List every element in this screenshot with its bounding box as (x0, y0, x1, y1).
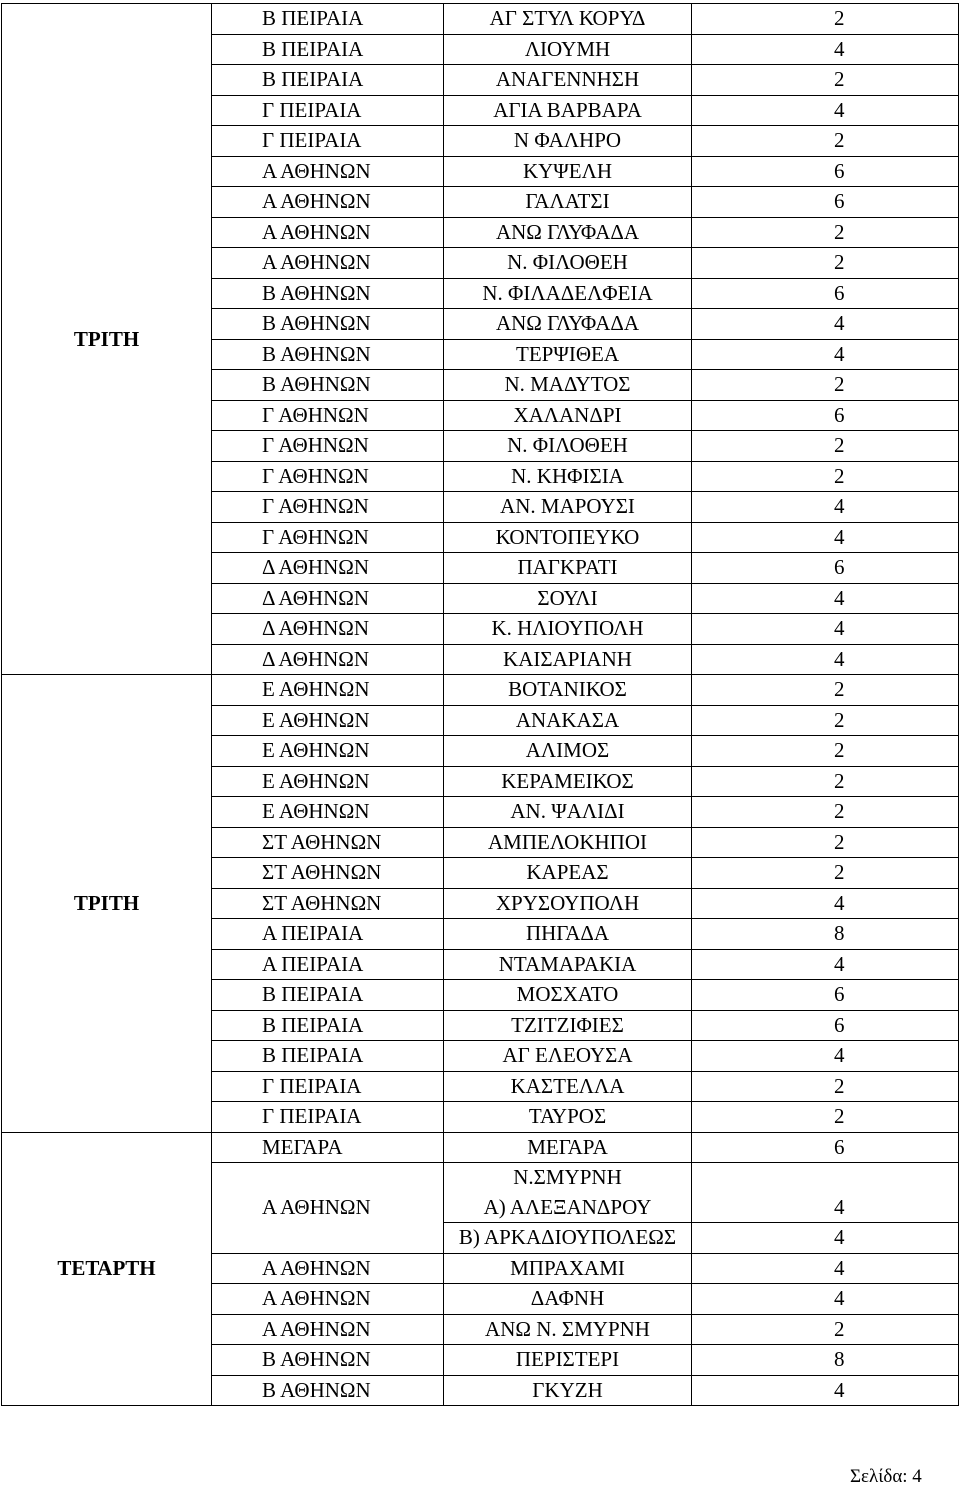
count-cell: 4 (692, 888, 959, 919)
count-cell: 4 (692, 492, 959, 523)
count-cell: 2 (692, 4, 959, 35)
area-cell: Β ΑΘΗΝΩΝ (212, 370, 444, 401)
place-cell: ΠΗΓΑΔΑ (444, 919, 692, 950)
count-cell: 8 (692, 919, 959, 950)
count-cell: 4 (692, 644, 959, 675)
place-cell: ΧΡΥΣΟΥΠΟΛΗ (444, 888, 692, 919)
area-cell: Α ΠΕΙΡΑΙΑ (212, 919, 444, 950)
place-cell: ΚΟΝΤΟΠΕΥΚΟ (444, 522, 692, 553)
count-cell: 4 (692, 34, 959, 65)
table-row (2, 675, 959, 706)
area-cell: Β ΠΕΙΡΑΙΑ (212, 4, 444, 35)
count-cell: 6 (692, 1010, 959, 1041)
area-cell: Β ΠΕΙΡΑΙΑ (212, 980, 444, 1011)
count-cell: 4 (692, 583, 959, 614)
place-cell: ΑΝ. ΨΑΛΙΔΙ (444, 797, 692, 828)
place-cell: ΣΟΥΛΙ (444, 583, 692, 614)
count-cell: 4 (692, 1375, 959, 1406)
area-cell: Α ΠΕΙΡΑΙΑ (212, 949, 444, 980)
place-cell: ΚΕΡΑΜΕΙΚΟΣ (444, 766, 692, 797)
count-cell: 4 (692, 1193, 959, 1223)
place-cell: ΓΚΥΖΗ (444, 1375, 692, 1406)
area-cell: Α ΑΘΗΝΩΝ (212, 248, 444, 279)
area-cell: Α ΑΘΗΝΩΝ (212, 1284, 444, 1315)
area-cell: Ε ΑΘΗΝΩΝ (212, 766, 444, 797)
area-cell: Γ ΠΕΙΡΑΙΑ (212, 95, 444, 126)
place-cell: ΑΝΩ Ν. ΣΜΥΡΝΗ (444, 1314, 692, 1345)
page-number: Σελίδα: 4 (850, 1466, 922, 1487)
place-cell: ΑΝΩ ΓΛΥΦΑΔΑ (444, 217, 692, 248)
place-cell: ΠΑΓΚΡΑΤΙ (444, 553, 692, 584)
table-row (2, 1132, 959, 1163)
place-cell: Ν. ΜΑΔΥΤΟΣ (444, 370, 692, 401)
area-cell: Β ΑΘΗΝΩΝ (212, 1345, 444, 1376)
area-cell: Α ΑΘΗΝΩΝ (212, 156, 444, 187)
area-cell: Ε ΑΘΗΝΩΝ (212, 705, 444, 736)
count-cell: 4 (692, 949, 959, 980)
count-cell: 2 (692, 675, 959, 706)
area-cell: Δ ΑΘΗΝΩΝ (212, 583, 444, 614)
schedule-table (1, 3, 959, 1406)
area-cell: Γ ΑΘΗΝΩΝ (212, 492, 444, 523)
count-cell: 2 (692, 1102, 959, 1133)
day-label: ΤΡΙΤΗ (73, 890, 140, 915)
area-cell: ΣΤ ΑΘΗΝΩΝ (212, 858, 444, 889)
count-cell: 6 (692, 156, 959, 187)
area-cell: Β ΠΕΙΡΑΙΑ (212, 1041, 444, 1072)
area-cell: Δ ΑΘΗΝΩΝ (212, 644, 444, 675)
day-cell (2, 675, 212, 1133)
place-cell: ΤΑΥΡΟΣ (444, 1102, 692, 1133)
day-label: ΤΡΙΤΗ (73, 326, 140, 351)
place-cell: Ν. ΦΙΛΟΘΕΗ (444, 431, 692, 462)
area-cell: Ε ΑΘΗΝΩΝ (212, 797, 444, 828)
place-cell: Ν. ΦΙΛΑΔΕΛΦΕΙΑ (444, 278, 692, 309)
area-cell: Α ΑΘΗΝΩΝ (212, 187, 444, 218)
place-cell: ΝΤΑΜΑΡΑΚΙΑ (444, 949, 692, 980)
count-cell: 6 (692, 400, 959, 431)
area-cell: Γ ΑΘΗΝΩΝ (212, 400, 444, 431)
area-cell: Α ΑΘΗΝΩΝ (212, 1163, 444, 1254)
area-cell: ΣΤ ΑΘΗΝΩΝ (212, 827, 444, 858)
count-cell: 2 (692, 1071, 959, 1102)
count-cell: 6 (692, 980, 959, 1011)
count-cell: 4 (692, 95, 959, 126)
area-cell: Γ ΑΘΗΝΩΝ (212, 522, 444, 553)
day-label: ΤΕΤΑΡΤΗ (57, 1256, 156, 1281)
area-cell: Β ΠΕΙΡΑΙΑ (212, 1010, 444, 1041)
place-cell: Α) ΑΛΕΞΑΝΔΡΟΥ (444, 1193, 692, 1223)
place-cell: ΒΟΤΑΝΙΚΟΣ (444, 675, 692, 706)
count-cell: 4 (692, 339, 959, 370)
area-cell: Γ ΠΕΙΡΑΙΑ (212, 1071, 444, 1102)
area-cell: Β ΑΘΗΝΩΝ (212, 339, 444, 370)
area-cell: Β ΑΘΗΝΩΝ (212, 309, 444, 340)
count-cell: 8 (692, 1345, 959, 1376)
area-cell: ΣΤ ΑΘΗΝΩΝ (212, 888, 444, 919)
place-cell: ΜΟΣΧΑΤΟ (444, 980, 692, 1011)
area-cell: Α ΑΘΗΝΩΝ (212, 1253, 444, 1284)
count-cell: 4 (692, 309, 959, 340)
place-cell: Ν. ΦΙΛΟΘΕΗ (444, 248, 692, 279)
place-cell: ΜΕΓΑΡΑ (444, 1132, 692, 1163)
count-cell: 4 (692, 1223, 959, 1254)
count-cell: 4 (692, 1284, 959, 1315)
place-cell: ΔΑΦΝΗ (444, 1284, 692, 1315)
place-cell: ΧΑΛΑΝΔΡΙ (444, 400, 692, 431)
count-cell (692, 1163, 959, 1193)
place-cell: ΚΑΣΤΕΛΛΑ (444, 1071, 692, 1102)
area-cell: Γ ΑΘΗΝΩΝ (212, 431, 444, 462)
place-cell: ΚΑΙΣΑΡΙΑΝΗ (444, 644, 692, 675)
day-cell (2, 1132, 212, 1406)
place-cell: ΚΑΡΕΑΣ (444, 858, 692, 889)
place-cell: ΛΙΟΥΜΗ (444, 34, 692, 65)
area-cell: Β ΠΕΙΡΑΙΑ (212, 34, 444, 65)
place-cell: ΑΛΙΜΟΣ (444, 736, 692, 767)
area-cell: Γ ΠΕΙΡΑΙΑ (212, 126, 444, 157)
place-cell: ΤΕΡΨΙΘΕΑ (444, 339, 692, 370)
count-cell: 2 (692, 1314, 959, 1345)
place-cell: ΑΝΑΓΕΝΝΗΣΗ (444, 65, 692, 96)
area-cell: Δ ΑΘΗΝΩΝ (212, 553, 444, 584)
count-cell: 2 (692, 65, 959, 96)
area-cell: Α ΑΘΗΝΩΝ (212, 1314, 444, 1345)
count-cell: 4 (692, 522, 959, 553)
day-cell (2, 4, 212, 675)
count-cell: 6 (692, 1132, 959, 1163)
count-cell: 6 (692, 553, 959, 584)
place-cell: ΑΜΠΕΛΟΚΗΠΟΙ (444, 827, 692, 858)
count-cell: 2 (692, 858, 959, 889)
place-cell: ΚΥΨΕΛΗ (444, 156, 692, 187)
place-cell: ΓΑΛΑΤΣΙ (444, 187, 692, 218)
place-cell: ΑΓΙΑ ΒΑΡΒΑΡΑ (444, 95, 692, 126)
count-cell: 4 (692, 1253, 959, 1284)
place-cell: Κ. ΗΛΙΟΥΠΟΛΗ (444, 614, 692, 645)
count-cell: 2 (692, 736, 959, 767)
place-cell: Ν.ΣΜΥΡΝΗ (444, 1163, 692, 1193)
count-cell: 2 (692, 370, 959, 401)
count-cell: 2 (692, 431, 959, 462)
place-cell: ΑΝΩ ΓΛΥΦΑΔΑ (444, 309, 692, 340)
place-cell: ΑΓ ΣΤΥΛ ΚΟΡΥΔ (444, 4, 692, 35)
place-cell: ΤΖΙΤΖΙΦΙΕΣ (444, 1010, 692, 1041)
count-cell: 2 (692, 827, 959, 858)
count-cell: 4 (692, 614, 959, 645)
place-cell: ΠΕΡΙΣΤΕΡΙ (444, 1345, 692, 1376)
schedule-body (2, 4, 959, 1406)
place-cell: ΑΝ. ΜΑΡΟΥΣΙ (444, 492, 692, 523)
count-cell: 2 (692, 248, 959, 279)
count-cell: 6 (692, 187, 959, 218)
area-cell: Β ΑΘΗΝΩΝ (212, 1375, 444, 1406)
place-cell: ΑΓ ΕΛΕΟΥΣΑ (444, 1041, 692, 1072)
area-cell: Β ΑΘΗΝΩΝ (212, 278, 444, 309)
count-cell: 4 (692, 1041, 959, 1072)
area-cell: ΜΕΓΑΡΑ (212, 1132, 444, 1163)
count-cell: 2 (692, 461, 959, 492)
count-cell: 2 (692, 797, 959, 828)
count-cell: 2 (692, 766, 959, 797)
area-cell: Δ ΑΘΗΝΩΝ (212, 614, 444, 645)
place-cell: ΜΠΡΑΧΑΜΙ (444, 1253, 692, 1284)
place-cell: Ν ΦΑΛΗΡΟ (444, 126, 692, 157)
area-cell: Α ΑΘΗΝΩΝ (212, 217, 444, 248)
count-cell: 2 (692, 705, 959, 736)
area-cell: Ε ΑΘΗΝΩΝ (212, 675, 444, 706)
area-cell: Γ ΠΕΙΡΑΙΑ (212, 1102, 444, 1133)
place-cell: ΑΝΑΚΑΣΑ (444, 705, 692, 736)
count-cell: 2 (692, 126, 959, 157)
area-cell: Ε ΑΘΗΝΩΝ (212, 736, 444, 767)
count-cell: 6 (692, 278, 959, 309)
place-cell: Ν. ΚΗΦΙΣΙΑ (444, 461, 692, 492)
area-cell: Β ΠΕΙΡΑΙΑ (212, 65, 444, 96)
count-cell: 2 (692, 217, 959, 248)
table-row (2, 4, 959, 35)
place-cell: Β) ΑΡΚΑΔΙΟΥΠΟΛΕΩΣ (444, 1223, 692, 1254)
area-cell: Γ ΑΘΗΝΩΝ (212, 461, 444, 492)
